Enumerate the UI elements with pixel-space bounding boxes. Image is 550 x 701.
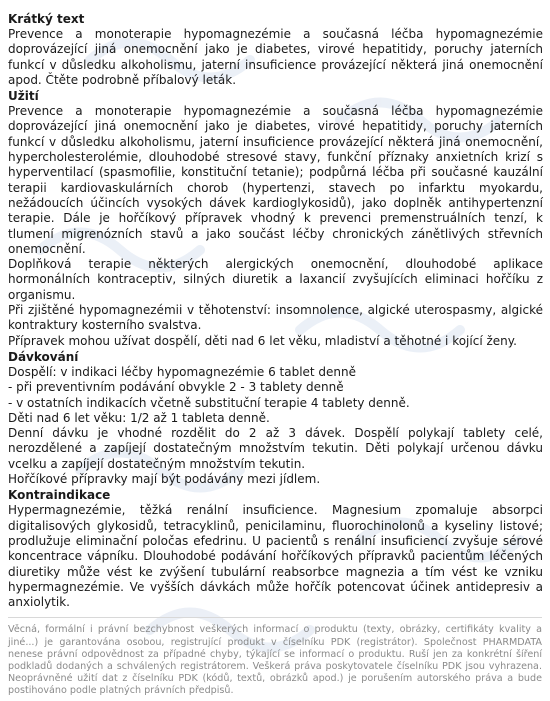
section-dosage <box>8 350 543 487</box>
section-title-dosage: Dávkování <box>8 349 79 364</box>
document-body <box>8 12 543 698</box>
usage-paragraph-4: Přípravek mohou užívat dospělí, děti nad 6 let věku, mladiství a těhotné i kojící ženy. <box>8 333 517 348</box>
dosage-line-1: Dospělí: v indikaci léčby hypomagnezémie 6 tablet denně <box>8 364 357 379</box>
contraindications-paragraph: Hypermagnezémie, těžká renální insuficience. Magnesium zpomaluje absorpci digitalisových glykosidů, tetracyklinů, penicilaminu, fluorochinolonů a kyseliny listové; prodlužuje eliminační poločas efedrinu. U pacientů s renální insuficiencí zvyšuje sérové koncentrace vápníku. Dlouhodobé podávání hořčíkových přípravků pacientům léčených diuretiky může vést ke zvýšení tubulární reabsorbce magnezia a tím vést ke vzniku hypermagnezémie. Ve vyšších dávkách může hořčík potencovat účinek antidepresiv a anxiolytik. <box>8 503 543 610</box>
dosage-line-2: - při preventivním podávání obvykle 2 - 3 tablety denně <box>8 380 344 395</box>
dosage-paragraph-5: Denní dávku je vhodné rozdělit do 2 až 3 dávek. Dospělí polykají tablety celé, nerozdělené a zapíjejí dostatečným množstvím tekutin. Děti polykají určenou dávku vcelku a zapíjejí dostatečným množstvím tekutin. <box>8 426 543 471</box>
section-title-short-text: Krátký text <box>8 12 85 26</box>
section-usage <box>8 89 543 349</box>
dosage-line-4: Děti nad 6 let věku: 1/2 až 1 tableta denně. <box>8 410 270 425</box>
section-contraindications <box>8 488 543 610</box>
short-text-paragraph: Prevence a monoterapie hypomagnezémie a současná léčba hypomagnezémie doprovázející jiná onemocnění jako je diabetes, virové hepatitidy, poruchy jaterních funkcí v důsledku alkoholismu, jaterní insuficience provázející některá jiná onemocnění apod. Čtěte podrobně příbalový leták. <box>8 27 543 87</box>
section-title-contraindications: Kontraindikace <box>8 488 111 503</box>
dosage-line-3: - v ostatních indikacích včetně substituční terapie 4 tablety denně. <box>8 395 410 410</box>
usage-paragraph-3: Při zjištěné hypomagnezémii v těhotenství: insomnolence, algické uterospasmy, algické kontraktury kosterního svalstva. <box>8 303 543 333</box>
dosage-line-6: Hořčíkové přípravky mají být podávány mezi jídlem. <box>8 472 321 487</box>
section-short-text <box>8 12 543 88</box>
usage-paragraph-2: Doplňková terapie některých alergických onemocnění, dlouhodobé aplikace hormonálních kontraceptiv, silných diuretik a laxancií zvyšujících eliminaci hořčíku z organismu. <box>8 257 543 302</box>
section-title-usage: Užití <box>8 89 39 104</box>
footer-disclaimer: Věcná, formální i právní bezchybnost veškerých informací o produktu (texty, obrázky, certifikáty kvality a jiné...) je garantována osobou, registrující produkt v číselníku PDK (registrátor). Společnost PHARMDATA nenese právní odpovědnost za případné chyby, týkající se informací o produktu. Ruší jen za konkrétní šíření podkladů dodaných a schválených registrátorem. Veškerá práva poskytovatele číselníku PDK jsou vyhrazena. Neoprávněné užití dat z číselníku PDK (kódů, textů, obrázků apod.) je porušením autorského práva a bude postihováno podle platných právních předpisů. <box>8 617 542 697</box>
usage-paragraph-1: Prevence a monoterapie hypomagnezémie a současná léčba hypomagnezémie doprovázející jiná onemocnění jako je diabetes, virové hepatitidy, poruchy jaterních funkcí v důsledku alkoholismu, jaterní insuficience provázející některá jiná onemocnění, hypercholesterolémie, dlouhodobé stresové stavy, funkční příznaky anxietních krizí s hyperventilací (spasmofilie, konstituční tetanie); podpůrná léčba při současné kauzální terapii kardiovaskulárních chorob (hypertenzi, stavech po infarktu myokardu, nežádoucích účincích vysokých dávek kardioglykosidů), jako doplněk antihypertenzní terapie. Dále je hořčíkový přípravek vhodný k prevenci premenstruálních tenzí, k tlumení migrenózních stavů a jako součást léčby chronických zánětlivých střevních onemocnění. <box>8 104 543 256</box>
